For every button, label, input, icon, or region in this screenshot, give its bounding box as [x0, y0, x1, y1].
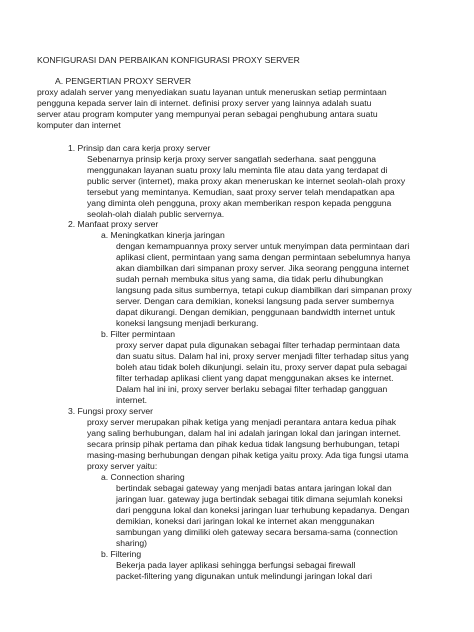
paragraph-line: sambungan yang dimiliki oleh gateway secara bersama-sama (connection: [116, 527, 398, 537]
sub-item-heading: a. Meningkatkan kinerja jaringan: [101, 230, 225, 240]
paragraph-line: Sebenarnya prinsip kerja proxy server sangatlah sederhana. saat pengguna: [87, 154, 377, 164]
paragraph-line: masing-masing berhubungan dengan pihak ketiga yaitu proxy. Ada tiga fungsi utama: [87, 450, 409, 460]
paragraph-line: boleh atau tidak boleh dikunjungi. selain itu, proxy server dapat pula sebagai: [116, 362, 407, 372]
paragraph-line: dari pengguna lokal dan koneksi jaringan luar terhubung kepadanya. Dengan: [116, 505, 410, 515]
paragraph-line: jaringan luar. gateway juga bertindak sebagai titik dimana sejumlah koneksi: [116, 494, 403, 504]
list-item-heading-1: 1. Prinsip dan cara kerja proxy server: [68, 143, 211, 153]
document-title: KONFIGURASI DAN PERBAIKAN KONFIGURASI PROXY SERVER: [37, 55, 300, 65]
paragraph-line: internet.: [116, 395, 148, 405]
paragraph-line: yang diminta oleh pengguna, proxy akan memberikan respon kepada pengguna: [87, 198, 392, 208]
paragraph-line: koneksi langsung menjadi berkurang.: [116, 318, 259, 328]
paragraph-line: proxy server merupakan pihak ketiga yang menjadi perantara antara kedua pihak: [87, 417, 397, 427]
paragraph-line: secara prinsip pihak pertama dan pihak kedua tidak langsung berhubungan, tetapi: [87, 439, 400, 449]
paragraph-line: sharing): [116, 538, 148, 548]
paragraph-line: dapat dikurangi. Dengan demikian, penggunaan bandwidth internet untuk: [116, 307, 396, 317]
paragraph-line: demikian, koneksi dari jaringan lokal ke internet akan menggunakan: [116, 516, 375, 526]
paragraph-line: seolah-olah dialah public servernya.: [87, 209, 225, 219]
paragraph-line: bertindak sebagai gateway yang menjadi batas antara jaringan lokal dan: [116, 483, 392, 493]
paragraph-line: langsung pada situs sumbernya, tetapi cukup diambilkan dari simpanan proxy: [116, 285, 412, 295]
section-heading-a: A. PENGERTIAN PROXY SERVER: [55, 76, 192, 86]
paragraph-line: akan diambilkan dari simpanan proxy server. Jika seorang pengguna internet: [116, 263, 409, 273]
paragraph-line: proxy server yaitu:: [87, 461, 158, 471]
paragraph-line: server atau program komputer yang mempunyai peran sebagai penghubung antara suatu: [37, 109, 378, 119]
paragraph-line: proxy server dapat pula digunakan sebagai filter terhadap permintaan data: [116, 340, 400, 350]
paragraph-line: Bekerja pada layer aplikasi sehingga berfungsi sebagai firewall: [116, 560, 356, 570]
sub-item-heading: a. Connection sharing: [101, 472, 185, 482]
paragraph-line: dengan kemampuannya proxy server untuk menyimpan data permintaan dari: [116, 241, 410, 251]
list-item-heading-3: 3. Fungsi proxy server: [68, 406, 154, 416]
paragraph-line: public server (internet), maka proxy akan meneruskan ke internet seolah-olah proxy: [87, 176, 406, 186]
paragraph-line: aplikasi client, permintaan yang sama dengan permintaan sebelumnya hanya: [116, 252, 411, 262]
list-item-heading-2: 2. Manfaat proxy server: [68, 219, 159, 229]
sub-item-heading: b. Filtering: [101, 549, 142, 559]
sub-item-heading: b. Filter permintaan: [101, 329, 176, 339]
paragraph-line: menggunakan layanan suatu proxy lalu meminta file atau data yang terdapat di: [87, 165, 388, 175]
paragraph-line: packet-filtering yang digunakan untuk melindungi jaringan lokal dari: [116, 571, 373, 581]
paragraph-line: sudah pernah membuka situs yang sama, dia tidak perlu dihubungkan: [116, 274, 384, 284]
paragraph-line: komputer dan internet: [37, 120, 121, 130]
paragraph-line: server. Dengan cara demikian, koneksi langsung pada server sumbernya: [116, 296, 395, 306]
paragraph-line: tersebut yang memintanya. Kemudian, saat proxy server telah mendapatkan apa: [87, 187, 395, 197]
paragraph-line: proxy adalah server yang menyediakan suatu layanan untuk meneruskan setiap permintaan: [37, 87, 387, 97]
paragraph-line: Dalam hal ini ini, proxy server berlaku sebagai filter terhadap gangguan: [116, 384, 388, 394]
paragraph-line: dan suatu situs. Dalam hal ini, proxy server menjadi filter terhadap situs yang: [116, 351, 409, 361]
paragraph-line: pengguna kepada server lain di internet. definisi proxy server yang lainnya adalah suatu: [37, 98, 372, 108]
paragraph-line: yang saling berhubungan, dalam hal ini adalah jaringan lokal dan jaringan internet.: [87, 428, 401, 438]
paragraph-line: filter terhadap aplikasi client yang dapat menggunakan akses ke internet.: [116, 373, 394, 383]
